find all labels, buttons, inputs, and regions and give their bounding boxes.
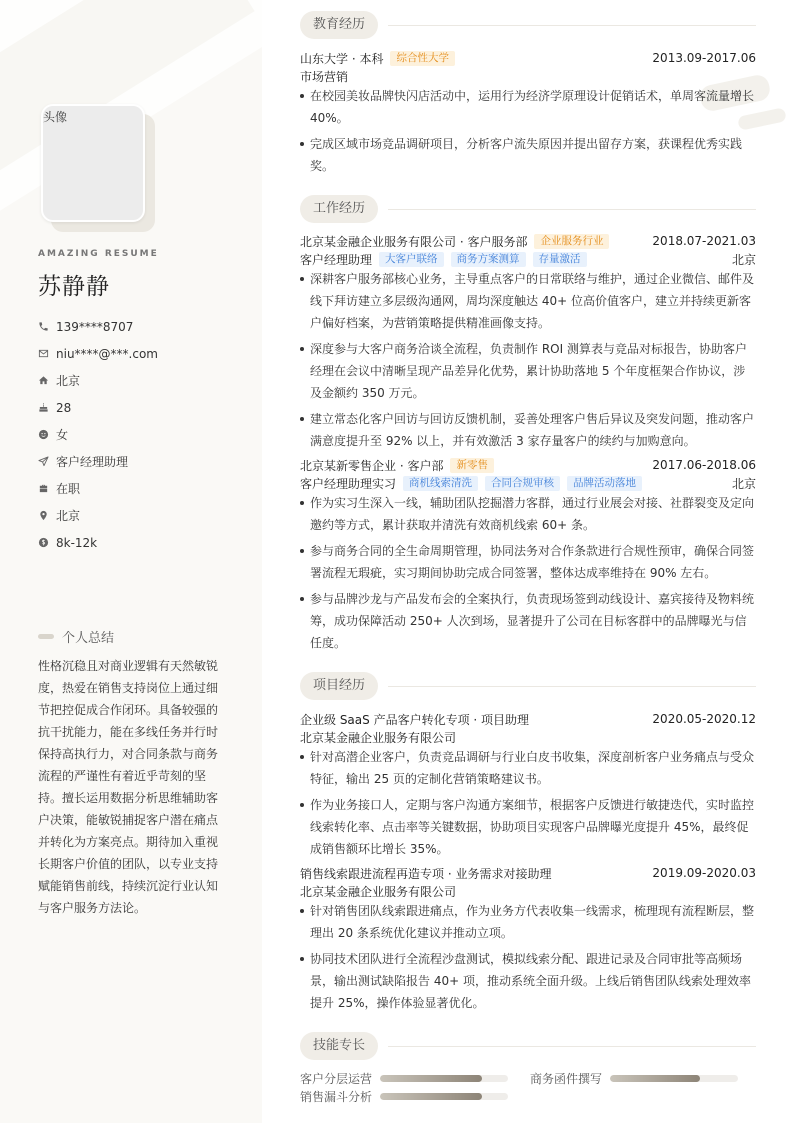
- work-section-header: [300, 195, 756, 223]
- skill-name: 销售漏斗分析: [300, 1090, 373, 1104]
- list-item: 参与品牌沙龙与产品发布会的全案执行，负责现场签到动线设计、嘉宾接待及物料统筹，成功保障活动 250+ 人次到场，显著提升了公司在目标客群中的品牌曝光与信任度。: [300, 588, 756, 654]
- list-item: 建立常态化客户回访与回访反馈机制，妥善处理客户售后异议及突发问题，推动客户满意度提升至 92% 以上，并有效激活 3 家存量客户的续约与加购意向。: [300, 408, 756, 452]
- resume-tagline: AMAZING RESUME: [38, 249, 159, 259]
- job-header-row: [300, 456, 756, 474]
- project-date: 2019.09-2020.03: [652, 866, 756, 880]
- project-company-row: [300, 728, 756, 746]
- skill-tag: 合同合规审核: [485, 476, 560, 491]
- salary-value: 8k-12k: [56, 535, 98, 550]
- job-header-row: [300, 232, 756, 250]
- section-divider: [388, 686, 756, 687]
- status-value: 在职: [56, 482, 81, 496]
- salary-icon: [38, 537, 56, 548]
- education-section-header: [300, 11, 756, 39]
- list-item: 作为实习生深入一线，辅助团队挖掘潜力客群，通过行业展会对接、社群裂变及定向邀约等方式，累计获取并清洗有效商机线索 60+ 条。: [300, 492, 756, 536]
- job-role: 客户经理助理: [300, 252, 373, 267]
- job-role-row: [300, 474, 756, 492]
- skill-level-fill: [380, 1093, 482, 1100]
- list-item: 作为业务接口人，定期与客户沟通方案细节，根据客户反馈进行敏捷迭代，实时监控线索转化率、点击率等关键数据，协助项目实现客户品牌曝光度提升 45%，最终促成销售额环比增长 35%。: [300, 794, 756, 860]
- job-city: 北京: [731, 476, 756, 491]
- education-major-row: [300, 67, 756, 85]
- list-item: 针对销售团队线索跟进痛点，作为业务方代表收集一线需求，梳理现有流程断层，整理出 20 条系统优化建议并推动立项。: [300, 900, 756, 944]
- work-section-title: 工作经历: [300, 195, 378, 223]
- education-major: 市场营销: [300, 69, 349, 84]
- info-position: [38, 448, 158, 475]
- home-value: 北京: [56, 374, 81, 388]
- project-bullets: [300, 746, 756, 864]
- section-divider: [388, 209, 756, 210]
- school-name: 山东大学 · 本科: [300, 51, 384, 66]
- skill-tag: 存量激活: [533, 252, 587, 267]
- skill-name: 商务函件撰写: [530, 1072, 603, 1086]
- job-date: 2018.07-2021.03: [652, 234, 756, 248]
- location-value: 北京: [56, 509, 81, 523]
- sidebar: [0, 0, 262, 1123]
- project-company: 北京某金融企业服务有限公司: [300, 730, 457, 745]
- cake-icon: [38, 402, 56, 413]
- summary-heading-bar: [38, 634, 54, 639]
- location-pin-icon: [38, 510, 56, 521]
- list-item: 参与商务合同的全生命周期管理，协同法务对合作条款进行合规性预审，确保合同签署流程无瑕疵，实习期间协助完成合同签署，整体达成率维持在 90% 左右。: [300, 540, 756, 584]
- skills-section-title: 技能专长: [300, 1032, 378, 1060]
- project-name: 销售线索跟进流程再造专项 · 业务需求对接助理: [300, 866, 552, 881]
- project-date: 2020.05-2020.12: [652, 712, 756, 726]
- project-header-row: [300, 864, 756, 882]
- list-item: 深度参与大客户商务洽谈全流程，负责制作 ROI 测算表与竞品对标报告，协助客户经理在会议中清晰呈现产品差异化优势，累计协助落地 5 个年度框架合作协议，涉及金额约 350 万元。: [300, 338, 756, 404]
- school-tag: 综合性大学: [390, 51, 455, 66]
- skill-name: 客户分层运营: [300, 1072, 373, 1086]
- avatar-alt-text: 头像: [43, 110, 68, 124]
- send-icon: [38, 456, 56, 467]
- info-age: [38, 394, 158, 421]
- skill-level-track: [380, 1093, 508, 1100]
- list-item: 针对高潜企业客户，负责竞品调研与行业白皮书收集，深度剖析客户业务痛点与受众特征，输出 25 页的定制化营销策略建议书。: [300, 746, 756, 790]
- section-divider: [388, 25, 756, 26]
- project-company: 北京某金融企业服务有限公司: [300, 884, 457, 899]
- info-location: [38, 502, 158, 529]
- summary-title: 个人总结: [62, 631, 115, 646]
- list-item: 协同技术团队进行全流程沙盘测试，模拟线索分配、跟进记录及合同审批等高频场景，输出测试缺陷报告 40+ 项，推动系统全面升级。上线后销售团队线索处理效率提升 25%，操作体验显著优化。: [300, 948, 756, 1014]
- home-icon: [38, 375, 56, 386]
- info-email: [38, 340, 158, 367]
- job-role: 客户经理助理实习: [300, 476, 397, 491]
- gender-value: 女: [56, 428, 69, 442]
- skills-section-header: [300, 1032, 756, 1060]
- position-value: 客户经理助理: [56, 455, 129, 469]
- age-value: 28: [56, 400, 72, 415]
- skill-tag: 商机线索清洗: [403, 476, 478, 491]
- briefcase-icon: [38, 483, 56, 494]
- gender-icon: [38, 429, 56, 440]
- email-value: niu****@***.com: [56, 346, 158, 361]
- skill-tag: 大客户联络: [379, 252, 444, 267]
- industry-tag: 新零售: [450, 458, 494, 473]
- job-company: 北京某金融企业服务有限公司 · 客户服务部: [300, 234, 528, 249]
- job-date: 2017.06-2018.06: [652, 458, 756, 472]
- phone-value: 139****8707: [56, 319, 134, 334]
- job-company: 北京某新零售企业 · 客户部: [300, 458, 444, 473]
- candidate-name: 苏静静: [38, 274, 110, 300]
- project-header-row: [300, 710, 756, 728]
- job-bullets: [300, 268, 756, 456]
- skill-tag: 商务方案测算: [451, 252, 526, 267]
- contact-info-list: [38, 313, 158, 556]
- project-bullets: [300, 900, 756, 1018]
- info-home: [38, 367, 158, 394]
- mail-icon: [38, 348, 56, 359]
- skill-level-fill: [610, 1075, 700, 1082]
- education-row: [300, 49, 756, 67]
- avatar: [41, 104, 145, 220]
- skill-level-fill: [380, 1075, 482, 1082]
- info-phone: [38, 313, 158, 340]
- list-item: 在校园美妆品牌快闪店活动中，运用行为经济学原理设计促销话术，单周客流量增长40%。: [300, 85, 756, 129]
- skill-item: [300, 1070, 508, 1087]
- education-date: 2013.09-2017.06: [652, 51, 756, 65]
- project-company-row: [300, 882, 756, 900]
- job-bullets: [300, 492, 756, 658]
- info-gender: [38, 421, 158, 448]
- projects-section-header: [300, 672, 756, 700]
- project-name: 企业级 SaaS 产品客户转化专项 · 项目助理: [300, 712, 530, 727]
- education-section-title: 教育经历: [300, 11, 378, 39]
- job-role-row: [300, 250, 756, 268]
- summary-heading: [38, 627, 114, 646]
- education-bullets: [300, 85, 756, 181]
- skill-item: [300, 1088, 508, 1105]
- industry-tag: 企业服务行业: [534, 234, 609, 249]
- avatar-image: [41, 104, 145, 222]
- skill-level-track: [380, 1075, 508, 1082]
- list-item: 完成区域市场竞品调研项目，分析客户流失原因并提出留存方案，获课程优秀实践奖。: [300, 133, 756, 177]
- section-divider: [388, 1046, 756, 1047]
- skill-tag: 品牌活动落地: [567, 476, 642, 491]
- info-salary: [38, 529, 158, 556]
- info-status: [38, 475, 158, 502]
- job-city: 北京: [731, 252, 756, 267]
- skill-level-track: [610, 1075, 738, 1082]
- phone-icon: [38, 321, 56, 332]
- skill-item: [530, 1070, 738, 1087]
- projects-section-title: 项目经历: [300, 672, 378, 700]
- summary-text: 性格沉稳且对商业逻辑有天然敏锐度，热爱在销售支持岗位上通过细节把控促成合作闭环。具备较强的抗干扰能力，能在多线任务并行时保持高执行力，对合同条款与商务流程的严谨性有着近乎苛刻的坚持。擅长运用数据分析思维辅助客户决策，能敏锐捕捉客户潜在痛点并转化为方案亮点。期待加入重视长期客户价值的团队，以专业支持赋能销售前线，持续沉淀行业认知与客户服务方法论。: [38, 659, 219, 915]
- list-item: 深耕客户服务部核心业务，主导重点客户的日常联络与维护，通过企业微信、邮件及线下拜访建立多层级沟通网，周均深度触达 40+ 位高价值客户，建立并持续更新客户偏好档案，为营销策略提供精准画像支持。: [300, 268, 756, 334]
